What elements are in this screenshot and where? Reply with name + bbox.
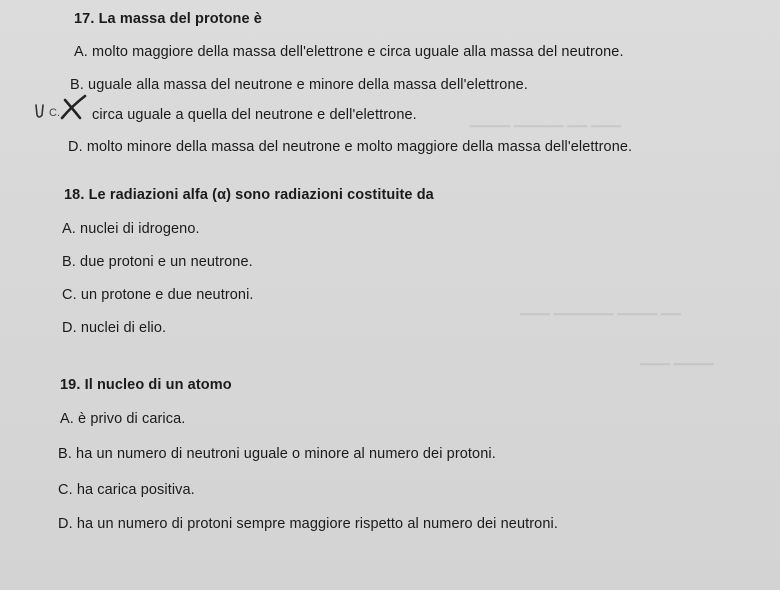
handwritten-x-mark [58, 92, 90, 124]
question-19-option-c: C. ha carica positiva. [58, 482, 195, 498]
question-17-title: 17. La massa del protone è [74, 11, 262, 27]
question-17-option-c-label: C. [49, 107, 61, 119]
question-19-title: 19. Il nucleo di un atomo [60, 377, 232, 393]
question-19-option-a: A. è privo di carica. [60, 411, 186, 427]
question-18-option-d: D. nuclei di elio. [62, 320, 167, 336]
question-17-option-c: circa uguale a quella del neutrone e dell'elettrone. [92, 107, 417, 123]
question-17-option-b: B. uguale alla massa del neutrone e minore della massa dell'elettrone. [70, 77, 528, 93]
question-19-option-d: D. ha un numero di protoni sempre maggiore rispetto al numero dei neutroni. [58, 516, 558, 532]
show-through-text: ▁▁▁▁ ▁▁▁ [640, 350, 714, 365]
question-17-option-d: D. molto minore della massa del neutrone e molto maggiore della massa dell'elettrone. [68, 139, 633, 155]
question-19-option-b: B. ha un numero di neutroni uguale o minore al numero dei protoni. [58, 446, 496, 462]
question-18-title: 18. Le radiazioni alfa (α) sono radiazioni costituite da [64, 187, 434, 203]
question-17-option-a: A. molto maggiore della massa dell'elettrone e circa uguale alla massa del neutrone. [74, 44, 624, 60]
question-18-option-c: C. un protone e due neutroni. [62, 287, 254, 303]
show-through-text: ▁▁▁ ▁▁ ▁▁▁▁▁ ▁▁▁▁ [470, 112, 621, 127]
question-18-option-a: A. nuclei di idrogeno. [62, 221, 200, 237]
handwritten-u-mark [32, 97, 92, 123]
show-through-text: ▁▁ ▁▁▁▁ ▁▁▁▁▁▁ ▁▁▁ [520, 300, 681, 315]
question-18-option-b: B. due protoni e un neutrone. [62, 254, 253, 270]
